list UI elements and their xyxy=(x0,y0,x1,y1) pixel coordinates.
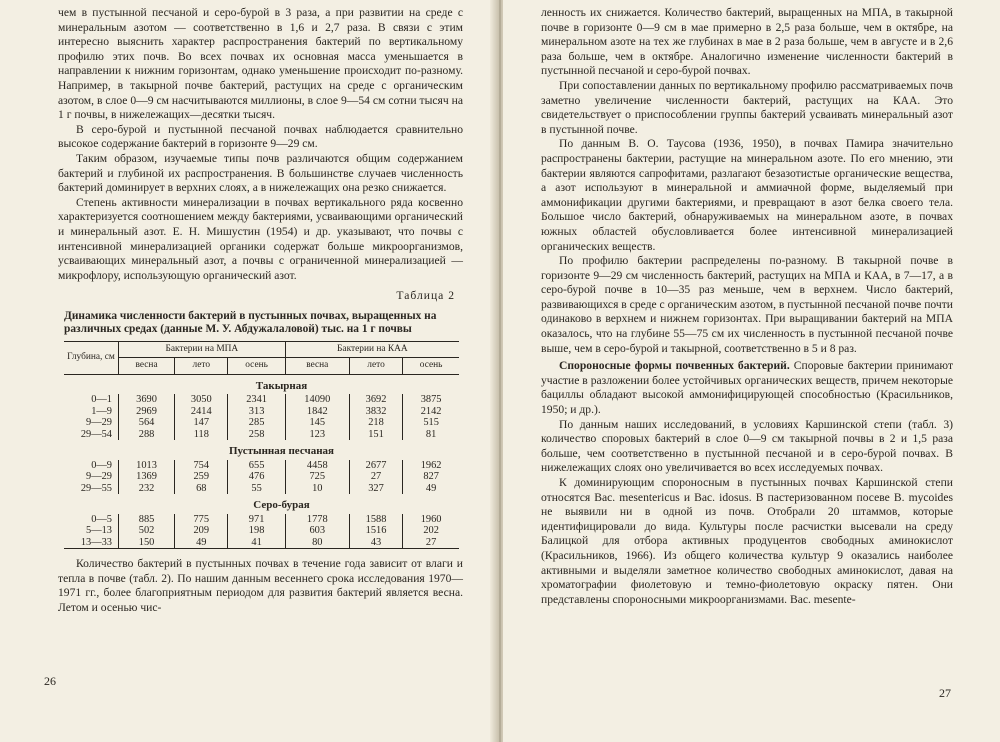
value-cell: 2969 xyxy=(119,406,175,418)
value-cell: 885 xyxy=(119,514,175,526)
value-cell: 3875 xyxy=(403,394,459,406)
depth-cell: 5—13 xyxy=(86,525,112,537)
value-cell: 14090 xyxy=(285,394,349,406)
paragraph: По данным наших исследований, в условиях Каршинской степи (табл. 3) количество споровых бактерий в слое 0—9 см такырной почвы в 2 и 1,5 раза больше, чем соответственно в пустынной песчаной и в серо-бурой почвах. В нижележащих слоях оно увеличивается во всех исследуемых почвах. xyxy=(541,417,953,475)
value-cell: 2677 xyxy=(349,460,402,472)
right-body xyxy=(541,6,953,607)
table-row xyxy=(64,429,459,441)
value-cell: 49 xyxy=(175,537,228,549)
depth-cell: 0—9 xyxy=(91,459,112,471)
value-cell: 476 xyxy=(228,471,285,483)
value-cell: 1516 xyxy=(349,525,402,537)
value-cell: 1588 xyxy=(349,514,402,526)
value-cell: 3690 xyxy=(119,394,175,406)
season-header: весна xyxy=(285,358,349,375)
value-cell: 603 xyxy=(285,525,349,537)
table-caption: Таблица 2 xyxy=(396,289,455,303)
right-page xyxy=(503,0,1000,742)
table-title: Динамика численности бактерий в пустынных почвах, выращенных на различных средах (данные М. У. Абдужалаловой) тыс. на 1 г почвы xyxy=(64,309,437,336)
season-header: весна xyxy=(119,358,175,375)
value-cell: 123 xyxy=(285,429,349,441)
value-cell: 202 xyxy=(403,525,459,537)
value-cell: 27 xyxy=(403,537,459,549)
value-cell: 2341 xyxy=(228,394,285,406)
paragraph: Количество бактерий в пустынных почвах в течение года зависит от влаги и тепла в почве (табл. 2). По нашим данным весеннего срока исследования 1970—1971 гг., более благоприятным периодом для развития бактерий является весна. Летом и осенью чис- xyxy=(58,557,463,614)
value-cell: 285 xyxy=(228,417,285,429)
value-cell: 1013 xyxy=(119,460,175,472)
table-row xyxy=(64,471,459,483)
season-header: осень xyxy=(228,358,285,375)
left-body xyxy=(58,6,463,616)
value-cell: 725 xyxy=(285,471,349,483)
table-row xyxy=(64,537,459,549)
paragraph: По профилю бактерии распределены по-разному. В такырной почве в горизонте 9—29 см численность бактерий, растущих на МПА и КАА, в 7—17, а в серо-бурой почве в 10—35 раз меньше, чем в верхнем. Число бактерий, развивающихся в среде с органическим азотом, в пустынной песчаной почве почти одинаково в верхнем и нижнем горизонтах. При выращивании бактерий на МПА оказалось, что на глубине 55—75 см их численность в пустынной песчаной почве выше, чем в серо-бурой и такырной, соответственно в 5 и 8 раз. xyxy=(541,254,954,355)
table-row xyxy=(64,514,459,526)
value-cell: 145 xyxy=(285,417,349,429)
depth-header: Глубина, см xyxy=(64,341,119,374)
paragraph: При сопоставлении данных по вертикальному профилю рассматриваемых почв заметно увеличение численности бактерий, растущих на КАА. Это свидетельствует о приспособлении группы бактерий усваивать минеральный азот в пустынной почве. xyxy=(541,78,953,136)
value-cell: 55 xyxy=(228,483,285,495)
value-cell: 27 xyxy=(349,471,402,483)
paragraph: В серо-бурой и пустынной песчаной почвах наблюдается сравнительно высокое содержание бактерий в горизонте 9—29 см. xyxy=(58,122,463,151)
value-cell: 43 xyxy=(349,537,402,549)
value-cell: 150 xyxy=(119,537,175,549)
section-heading: Спороносные формы почвенных бактерий. xyxy=(559,359,790,373)
depth-cell: 29—55 xyxy=(80,482,112,494)
value-cell: 118 xyxy=(175,429,228,441)
table-row xyxy=(64,460,459,472)
paragraph: чем в пустынной песчаной и серо-бурой в 3 раза, а при развитии на среде с минеральным азотом — соответственно в 1,6 и 2,7 раза. В связи с этим интересно выяснить характер распространения бактерий по вертикальному профилю этих почв. Во всех почвах их основная масса уменьшается в направлении к нижним горизонтам, однако уменьшение происходит по-разному. Например, в такырной почве бактерий, растущих на среде с органическим азотом, в слое 0—9 см насчитываются миллионы, в слое 9—54 см сотни тысяч на 1 г почвы, в нижележащих—десятки тысяч. xyxy=(58,6,463,122)
depth-cell: 0—5 xyxy=(91,513,112,525)
value-cell: 1960 xyxy=(403,514,459,526)
value-cell: 68 xyxy=(175,483,228,495)
value-cell: 327 xyxy=(349,483,402,495)
depth-cell: 9—29 xyxy=(86,471,112,483)
depth-cell: 29—54 xyxy=(80,428,112,440)
bacteria-table xyxy=(64,341,459,550)
table-row xyxy=(64,394,459,406)
paragraph: По данным В. О. Таусова (1936, 1950), в почвах Памира значительно распространены бактерии, растущие на минеральном азоте. По его мнению, эти бактерии являются сапрофитами, разлагают безазотистые органические вещества, а азот используют в минеральной и аммиачной форме, выделяемый при аммонификации другими бактериями, и превращают в азот белка своего тела. Большое число бактерий, обнаруживаемых на минеральном азоте, в почвах южных областей обусловливается более интенсивной минерализацией органических веществ. xyxy=(541,137,953,253)
season-header: лето xyxy=(175,358,228,375)
depth-cell: 13—33 xyxy=(64,537,119,549)
page-number: 27 xyxy=(939,686,951,700)
value-cell: 49 xyxy=(403,483,459,495)
paragraph: К доминирующим спороносным в пустынных почвах Каршинской степи относятся Bac. mesentericus и Bac. idosus. В пастеризованном посеве B. mycoides не выявили ни в одной из почв. Отобрали 20 штаммов, которые идентифицировали до вида. Культуры после расчистки высевали на среду Балицкой для отбора активных продуцентов свободных аминокислот (Красильников, 1966). Из общего количества культур 9 оказались наиболее активными и выделяли заметное количество свободных аминокислот, давая на хроматографии фиолетовую и темно-фиолетовую окраску пятен. Они представлены спороносными микроорганизмами. Bac. mesente- xyxy=(541,476,953,606)
value-cell: 754 xyxy=(175,460,228,472)
table-row xyxy=(64,483,459,495)
season-header: осень xyxy=(403,358,459,375)
table-body xyxy=(64,374,459,549)
value-cell: 3832 xyxy=(349,406,402,418)
table-section-title: Пустынная песчаная xyxy=(229,445,334,458)
value-cell: 313 xyxy=(228,406,285,418)
value-cell: 259 xyxy=(175,471,228,483)
value-cell: 218 xyxy=(349,417,402,429)
value-cell: 3050 xyxy=(175,394,228,406)
value-cell: 564 xyxy=(119,417,175,429)
paragraph: Таким образом, изучаемые типы почв различаются общим содержанием бактерий и глубиной их распространения. В большинстве случаев численность бактерий доминирует в верхних слоях, а в нижележащих она резко снижается. xyxy=(58,151,463,195)
page-number: 26 xyxy=(44,674,56,688)
value-cell: 2142 xyxy=(403,406,459,418)
group-header-mpa: Бактерии на МПА xyxy=(119,341,286,358)
value-cell: 198 xyxy=(228,525,285,537)
value-cell: 3692 xyxy=(349,394,402,406)
value-cell: 2414 xyxy=(175,406,228,418)
left-page xyxy=(0,0,497,742)
value-cell: 258 xyxy=(228,429,285,441)
value-cell: 1962 xyxy=(403,460,459,472)
value-cell: 1369 xyxy=(119,471,175,483)
value-cell: 10 xyxy=(285,483,349,495)
value-cell: 827 xyxy=(403,471,459,483)
value-cell: 1778 xyxy=(285,514,349,526)
value-cell: 81 xyxy=(403,429,459,441)
section-lead: Споровые бактерии принимают участие в разложении более устойчивых органических веществ, причем некоторые бациллы обладают высокой аммонифицирующей способностью (Красильников, 1950; и др.). xyxy=(541,359,954,417)
value-cell: 147 xyxy=(175,417,228,429)
value-cell: 502 xyxy=(119,525,175,537)
value-cell: 151 xyxy=(349,429,402,441)
group-header-kaa: Бактерии на КАА xyxy=(285,341,459,358)
table-section-title: Серо-бурая xyxy=(253,499,310,512)
section-paragraph xyxy=(541,359,953,417)
value-cell: 775 xyxy=(175,514,228,526)
table-row xyxy=(64,406,459,418)
value-cell: 288 xyxy=(119,429,175,441)
table-row xyxy=(64,417,459,429)
value-cell: 1842 xyxy=(285,406,349,418)
paragraph: Степень активности минерализации в почвах вертикального ряда косвенно характеризуется соотношением между бактериями, усваивающими органический и минеральный азот. Е. Н. Мишустин (1954) и др. указывают, что почвы с интенсивной минерализацией органики содержат больше микроорганизмов, усваивающих минеральный азот, а почвы с ограниченной минерализацией — микрофлору, использующую органический азот. xyxy=(58,195,463,282)
value-cell: 80 xyxy=(285,537,349,549)
table-row xyxy=(64,525,459,537)
table-section-title: Такырная xyxy=(255,379,308,392)
value-cell: 4458 xyxy=(285,460,349,472)
season-header: лето xyxy=(349,358,402,375)
depth-cell: 9—29 xyxy=(86,417,112,429)
value-cell: 41 xyxy=(228,537,285,549)
depth-cell: 0—1 xyxy=(91,394,112,406)
value-cell: 971 xyxy=(228,514,285,526)
value-cell: 515 xyxy=(403,417,459,429)
depth-cell: 1—9 xyxy=(91,405,112,417)
value-cell: 655 xyxy=(228,460,285,472)
value-cell: 232 xyxy=(119,483,175,495)
paragraph: ленность их снижается. Количество бактерий, выращенных на МПА, в такырной почве в горизонте 0—9 см в мае примерно в 2,5 раза больше, чем в октябре, на минеральном азоте на тех же глубинах в мае в 2 раза больше, чем в августе и в 2,6 раза больше, чем в октябре. Аналогично изменение численности бактерий в пустынной песчаной и серо-бурой почвах. xyxy=(541,6,953,78)
value-cell: 209 xyxy=(175,525,228,537)
